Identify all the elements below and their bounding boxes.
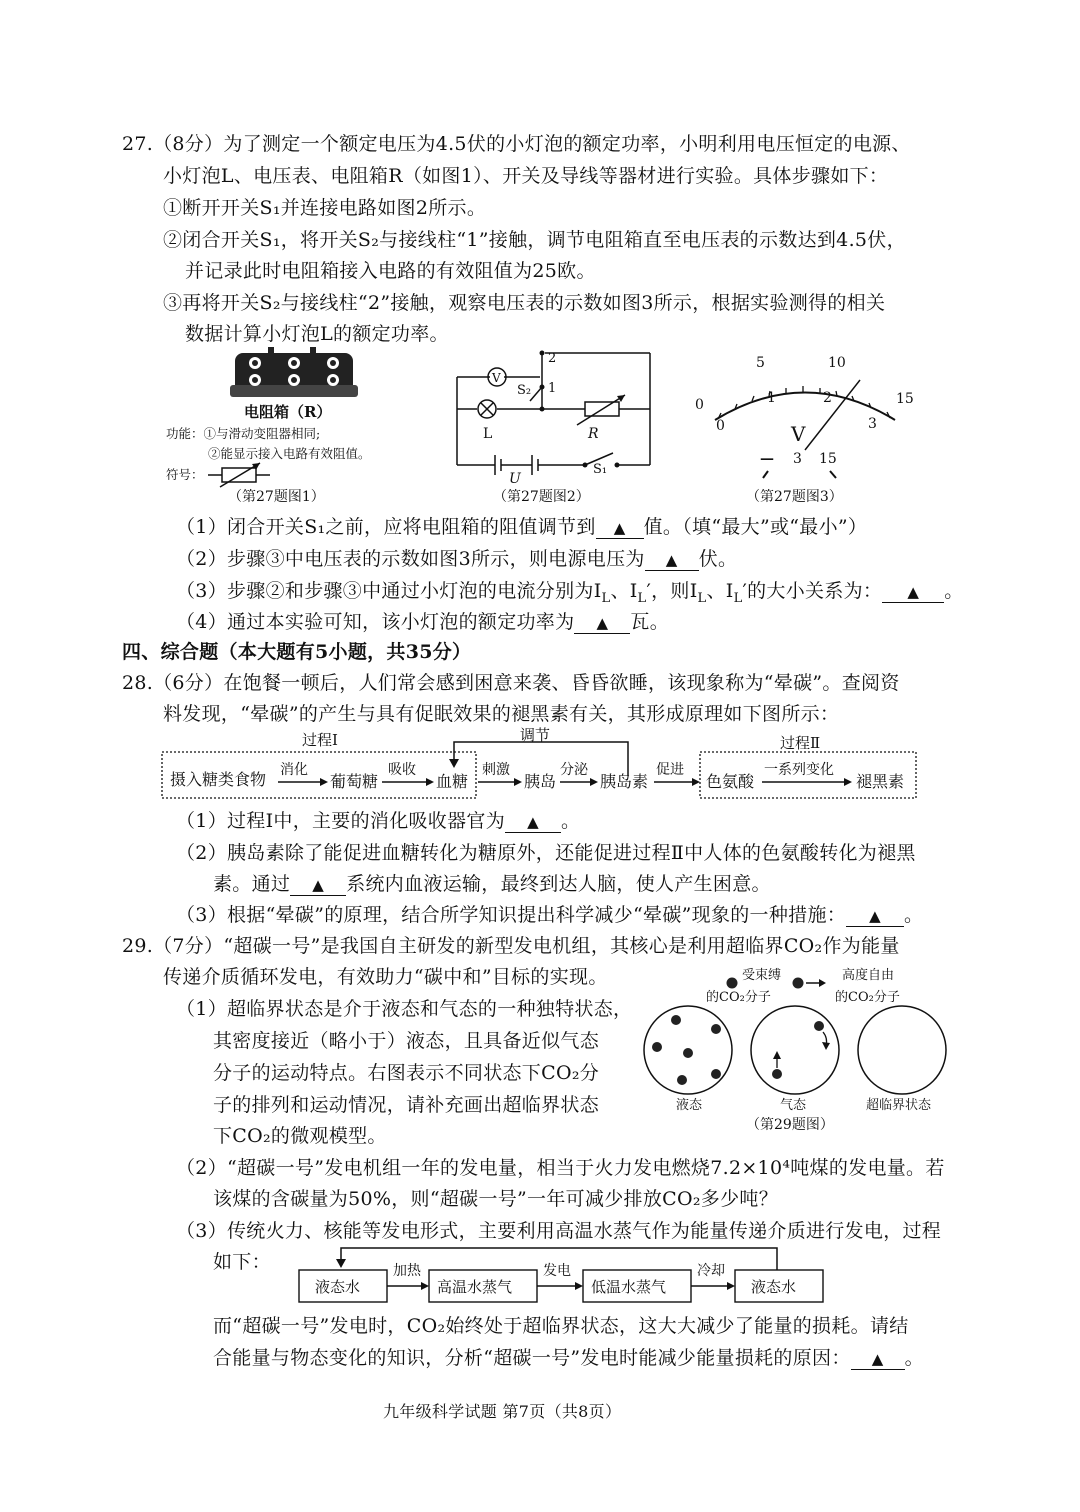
q29-steam-cycle-diagram bbox=[295, 1240, 835, 1308]
bound-molecule-icon bbox=[727, 978, 738, 989]
q28-part-3: （3）根据“晕碳”的原理，结合所学知识提出科学减少“晕碳”现象的一种措施： ▲ 。 bbox=[176, 904, 924, 926]
flow-stimulate: 刺激 bbox=[482, 762, 510, 778]
fig3-terminal-15: 15 bbox=[819, 451, 837, 467]
answer-blank[interactable]: ▲ bbox=[596, 518, 644, 539]
fig1-symbol-label: 符号： bbox=[166, 467, 204, 482]
variable-resistor-symbol-icon bbox=[208, 463, 270, 487]
fig3-top-15: 15 bbox=[896, 391, 914, 407]
q29-part-2a: （2）“超碳一号”发电机组一年的发电量，相当于火力发电燃烧7.2×10⁴吨煤的发电量。若 bbox=[176, 1157, 945, 1179]
legend-bound-1: 受束缚 bbox=[742, 968, 782, 983]
gas-circle bbox=[751, 1006, 839, 1094]
fig3-unit-label: V bbox=[791, 422, 806, 446]
q29-part-1-line-1: （1）超临界状态是介于液态和气态的一种独特状态， bbox=[176, 998, 633, 1020]
flow-insulin: 胰岛素 bbox=[600, 772, 649, 791]
q29-part-1-line-2: 其密度接近（略小于）液态，且具备近似气态 bbox=[213, 1030, 600, 1052]
fig3-caption: （第27题图3） bbox=[746, 489, 843, 505]
q29-part-3b: 如下： bbox=[213, 1251, 271, 1273]
cycle-generate: 发电 bbox=[543, 1263, 571, 1279]
q27-line-1: 27.（8分）为了测定一个额定电压为4.5伏的小灯泡的额定功率，小明利用电压恒定的电源、 bbox=[122, 133, 911, 155]
flow-digest: 消化 bbox=[280, 762, 308, 778]
q27-part-4: （4）通过本实验可知，该小灯泡的额定功率为 ▲ 瓦。 bbox=[176, 611, 669, 633]
flow-secrete: 分泌 bbox=[560, 762, 588, 778]
q27-figure-2 bbox=[445, 345, 675, 505]
q27-step-2b: 并记录此时电阻箱接入电路的有效阻值为25欧。 bbox=[185, 260, 596, 282]
label-gas: 气态 bbox=[780, 1098, 807, 1113]
q28-part-1: （1）过程Ⅰ中，主要的消化吸收器官为 ▲ 。 bbox=[176, 810, 581, 832]
q29-part-3a: （3）传统火力、核能等发电形式，主要利用高温水蒸气作为能量传递介质进行发电，过程 bbox=[176, 1220, 942, 1242]
fig1-func-1: 功能：①与滑动变阻器相同; bbox=[166, 426, 321, 441]
q29-part-2b: 该煤的含碳量为50%，则“超碳一号”一年可减少排放CO₂多少吨？ bbox=[213, 1188, 778, 1210]
q27-part-2: （2）步骤③中电压表的示数如图3所示，则电源电压为 ▲ 伏。 bbox=[176, 548, 738, 570]
flow-changes: 一系列变化 bbox=[764, 762, 834, 778]
fig3-top-5: 5 bbox=[756, 355, 765, 371]
q29-part-1-line-3: 分子的运动特点。右图表示不同状态下CO₂分 bbox=[213, 1062, 600, 1084]
supercritical-circle bbox=[858, 1006, 946, 1094]
q27-part-1: （1）闭合开关S₁之前，应将电阻箱的阻值调节到 ▲ 值。（填“最大”或“最小”） bbox=[176, 516, 868, 538]
fig3-terminal-3: 3 bbox=[793, 451, 802, 467]
q28-part-2a: （2）胰岛素除了能促进血糖转化为糖原外，还能促进过程Ⅱ中人体的色氨酸转化为褪黑 bbox=[176, 842, 916, 864]
fig2-s1-label: S₁ bbox=[593, 462, 608, 477]
q27-figure-3 bbox=[690, 345, 930, 505]
flow-melatonin: 褪黑素 bbox=[856, 772, 905, 791]
q28-flow-diagram bbox=[160, 728, 925, 808]
answer-blank[interactable]: ▲ bbox=[645, 550, 699, 571]
fig2-u-label: U bbox=[509, 471, 521, 487]
fig3-top-0: 0 bbox=[695, 397, 704, 413]
cycle-liquid-water-2: 液态水 bbox=[751, 1278, 797, 1296]
cycle-heat: 加热 bbox=[393, 1263, 421, 1279]
fig2-voltmeter-label: V bbox=[492, 371, 501, 385]
cycle-low-steam: 低温水蒸气 bbox=[591, 1278, 667, 1296]
q29-part-3c: 而“超碳一号”发电时，CO₂始终处于超临界状态，这大大减少了能量的损耗。请结 bbox=[213, 1315, 909, 1337]
flow-absorb: 吸收 bbox=[388, 762, 416, 778]
label-liquid: 液态 bbox=[676, 1098, 703, 1113]
fig1-title: 电阻箱（R） bbox=[244, 403, 332, 421]
fig3-bottom-2: 2 bbox=[823, 390, 832, 406]
fig3-top-10: 10 bbox=[828, 355, 846, 371]
meter-needle-icon bbox=[805, 380, 860, 450]
flow-tryptophan: 色氨酸 bbox=[706, 772, 755, 791]
q27-step-1: ①断开开关S₁并连接电路如图2所示。 bbox=[163, 197, 487, 219]
q28-line-1: 28.（6分）在饱餐一顿后，人们常会感到困意来袭、昏昏欲睡，该现象称为“晕碳”。查阅资 bbox=[122, 672, 900, 694]
q29-figure-caption: （第29题图） bbox=[746, 1117, 834, 1133]
label-supercritical: 超临界状态 bbox=[866, 1098, 932, 1113]
q29-part-1-line-5: 下CO₂的微观模型。 bbox=[213, 1125, 387, 1147]
legend-bound-2: 的CO₂分子 bbox=[706, 990, 771, 1005]
fig2-terminal-2: 2 bbox=[548, 351, 557, 366]
answer-blank[interactable]: ▲ bbox=[846, 906, 904, 927]
cycle-hot-steam: 高温水蒸气 bbox=[437, 1278, 513, 1296]
free-molecule-icon bbox=[793, 978, 804, 989]
fig3-bottom-0: 0 bbox=[716, 418, 725, 434]
flow-blood-sugar: 血糖 bbox=[436, 772, 469, 791]
q27-step-2a: ②闭合开关S₁，将开关S₂与接线柱“1”接触，调节电阻箱直至电压表的示数达到4.5伏， bbox=[163, 229, 906, 251]
flow-glucose: 葡萄糖 bbox=[330, 772, 379, 791]
q27-step-3b: 数据计算小灯泡L的额定功率。 bbox=[185, 323, 449, 345]
fig2-s2-label: S₂ bbox=[517, 383, 532, 398]
fig3-bottom-1: 1 bbox=[767, 390, 776, 406]
q27-part-3: （3）步骤②和步骤③中通过小灯泡的电流分别为$I_L$、$I_L'$，则$I_L$、$I_L'$的大小关系为： ▲ 。 bbox=[176, 580, 964, 606]
fig2-r-label: R bbox=[588, 426, 599, 442]
q29-molecule-figure bbox=[640, 962, 960, 1142]
fig2-caption: （第27题图2） bbox=[493, 489, 590, 505]
q28-part-2b: 素。通过 ▲ 系统内血液运输，最终到达人脑，使人产生困意。 bbox=[213, 873, 771, 895]
legend-free-2: 的CO₂分子 bbox=[835, 990, 900, 1005]
page-footer: 九年级科学试题 第7页（共8页） bbox=[383, 1402, 622, 1421]
flow-promote: 促进 bbox=[656, 762, 684, 778]
cycle-liquid-water-1: 液态水 bbox=[315, 1278, 361, 1296]
cycle-cool: 冷却 bbox=[697, 1263, 725, 1279]
q28-line-2: 料发现，“晕碳”的产生与具有促眠效果的褪黑素有关，其形成原理如下图所示： bbox=[163, 703, 840, 725]
fig3-minus-terminal: — bbox=[760, 451, 774, 467]
answer-blank[interactable]: ▲ bbox=[574, 613, 630, 634]
legend-free-1: 高度自由 bbox=[842, 968, 895, 983]
fig2-lamp-label: L bbox=[483, 426, 493, 442]
q27-line-2: 小灯泡L、电压表、电阻箱R（如图1）、开关及导线等器材进行实验。具体步骤如下： bbox=[163, 165, 889, 187]
q29-line-1: 29.（7分）“超碳一号”是我国自主研发的新型发电机组，其核心是利用超临界CO₂作为能量 bbox=[122, 935, 900, 957]
q27-step-3a: ③再将开关S₂与接线柱“2”接触，观察电压表的示数如图3所示，根据实验测得的相关 bbox=[163, 292, 886, 314]
answer-blank[interactable]: ▲ bbox=[290, 875, 346, 896]
q29-part-3d: 合能量与物态变化的知识，分析“超碳一号”发电时能减少能量损耗的原因： ▲ 。 bbox=[213, 1347, 924, 1369]
flow-process-1: 过程Ⅰ bbox=[302, 731, 338, 749]
section-4-header: 四、综合题（本大题有5小题，共35分） bbox=[122, 641, 472, 663]
answer-blank[interactable]: ▲ bbox=[851, 1349, 905, 1370]
resistance-box-icon bbox=[230, 347, 358, 397]
fig1-caption: （第27题图1） bbox=[228, 489, 325, 505]
fig3-bottom-3: 3 bbox=[868, 416, 877, 432]
flow-regulate: 调节 bbox=[520, 726, 551, 744]
q29-line-2: 传递介质循环发电，有效助力“碳中和”目标的实现。 bbox=[163, 966, 608, 988]
q29-part-1-line-4: 子的排列和运动情况，请补充画出超临界状态 bbox=[213, 1094, 600, 1116]
q27-figure-1 bbox=[160, 345, 430, 505]
fig1-func-2: ②能显示接入电路有效阻值。 bbox=[208, 446, 371, 461]
fig2-terminal-1: 1 bbox=[548, 381, 557, 396]
answer-blank[interactable]: ▲ bbox=[505, 812, 561, 833]
flow-process-2: 过程Ⅱ bbox=[780, 734, 821, 752]
flow-food: 摄入糖类食物 bbox=[170, 770, 267, 789]
flow-islet: 胰岛 bbox=[524, 772, 557, 791]
answer-blank[interactable]: ▲ bbox=[882, 582, 944, 603]
